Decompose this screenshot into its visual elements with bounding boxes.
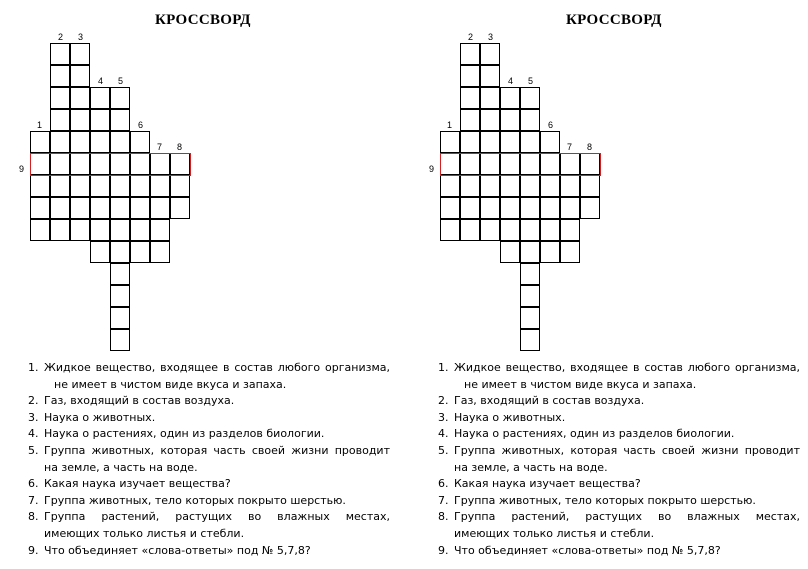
- crossword-cell[interactable]: [500, 87, 520, 109]
- crossword-cell[interactable]: [500, 131, 520, 153]
- crossword-cell[interactable]: [90, 175, 110, 197]
- clue-number: 4.: [438, 427, 449, 441]
- clue-item: [438, 443, 800, 476]
- clue-number: 9.: [28, 543, 39, 557]
- crossword-cell[interactable]: [460, 65, 480, 87]
- clue-text-line: Группа животных, тело которых покрыто шерстью.: [454, 493, 756, 507]
- crossword-cell[interactable]: [70, 131, 90, 153]
- clue-item: [28, 476, 390, 493]
- clue-number-label: 7: [567, 142, 573, 152]
- crossword-cell[interactable]: [440, 131, 460, 153]
- crossword-cell[interactable]: [520, 131, 540, 153]
- crossword-cell[interactable]: [480, 175, 500, 197]
- clue-number-label: 5: [118, 76, 124, 86]
- clue-text-line: Группа растений, растущих во влажных местах,: [454, 510, 800, 524]
- crossword-cell[interactable]: [150, 175, 170, 197]
- clue-number: 8.: [438, 510, 449, 524]
- crossword-cell[interactable]: [110, 263, 130, 285]
- clue-text-line: Какая наука изучает вещества?: [454, 477, 641, 491]
- clue-text-line: не имеет в чистом виде вкуса и запаха.: [54, 377, 287, 391]
- clue-item: [28, 410, 390, 427]
- crossword-cell[interactable]: [460, 175, 480, 197]
- clue-text: [454, 443, 800, 476]
- crossword-cell[interactable]: [130, 197, 150, 219]
- crossword-cell[interactable]: [520, 219, 540, 241]
- clue-text: [454, 426, 800, 443]
- crossword-cell[interactable]: [560, 175, 580, 197]
- crossword-cell[interactable]: [460, 131, 480, 153]
- crossword-cell[interactable]: [500, 175, 520, 197]
- crossword-cell[interactable]: [460, 197, 480, 219]
- clue-number: 8.: [28, 510, 39, 524]
- crossword-cell[interactable]: [110, 219, 130, 241]
- crossword-cell[interactable]: [480, 131, 500, 153]
- crossword-cell[interactable]: [460, 219, 480, 241]
- crossword-cell[interactable]: [480, 197, 500, 219]
- clue-text: [454, 410, 800, 427]
- clue-number-label: 1: [447, 120, 453, 130]
- crossword-cell[interactable]: [110, 109, 130, 131]
- clue-item: [438, 493, 800, 510]
- crossword-cell[interactable]: [50, 219, 70, 241]
- clue-number-label: 4: [98, 76, 104, 86]
- clue-list: [438, 360, 800, 559]
- clue-text-line: Газ, входящий в состав воздуха.: [454, 394, 645, 408]
- crossword-cell[interactable]: [70, 87, 90, 109]
- clue-text-line: Жидкое вещество, входящее в состав любого организма,: [454, 361, 800, 374]
- crossword-cell[interactable]: [50, 43, 70, 65]
- crossword-cell[interactable]: [500, 197, 520, 219]
- clue-item: [438, 476, 800, 493]
- crossword-cell[interactable]: [150, 197, 170, 219]
- clue-text: [44, 393, 390, 410]
- highlighted-row-9: [440, 153, 601, 176]
- clue-number: 7.: [438, 493, 449, 507]
- crossword-cell[interactable]: [440, 175, 460, 197]
- clue-number: 5.: [28, 443, 39, 457]
- crossword-cell[interactable]: [30, 219, 50, 241]
- clue-number: 3.: [438, 410, 449, 424]
- clue-item: [28, 393, 390, 410]
- crossword-grid: [410, 0, 808, 340]
- clue-number-label: 9: [19, 164, 25, 174]
- clue-number: 6.: [438, 477, 449, 491]
- clue-text-line: Наука о животных.: [44, 410, 156, 424]
- clue-number-label: 4: [508, 76, 514, 86]
- crossword-cell[interactable]: [110, 87, 130, 109]
- crossword-cell[interactable]: [50, 197, 70, 219]
- crossword-cell[interactable]: [70, 175, 90, 197]
- clue-text-line: Группа животных, которая часть своей жизни проводит: [454, 443, 800, 457]
- clue-text-line: на земле, а часть на воде.: [44, 460, 198, 474]
- clue-number-label: 8: [177, 142, 183, 152]
- crossword-cell[interactable]: [540, 175, 560, 197]
- crossword-cell[interactable]: [520, 329, 540, 351]
- clue-text-line: на земле, а часть на воде.: [454, 460, 608, 474]
- crossword-grid: [0, 0, 404, 340]
- clue-item: [438, 393, 800, 410]
- clue-number: 1.: [438, 361, 449, 374]
- clue-number-label: 1: [37, 120, 43, 130]
- crossword-cell[interactable]: [480, 109, 500, 131]
- clue-text-line: Что объединяет «слова-ответы» под № 5,7,8?: [454, 543, 721, 557]
- crossword-cell[interactable]: [90, 241, 110, 263]
- clue-text: [44, 426, 390, 443]
- crossword-cell[interactable]: [50, 131, 70, 153]
- crossword-cell[interactable]: [520, 109, 540, 131]
- crossword-cell[interactable]: [90, 197, 110, 219]
- crossword-cell[interactable]: [540, 197, 560, 219]
- crossword-cell[interactable]: [110, 131, 130, 153]
- crossword-cell[interactable]: [560, 219, 580, 241]
- clue-number-label: 2: [58, 32, 64, 42]
- crossword-cell[interactable]: [50, 65, 70, 87]
- clue-item: [28, 543, 390, 560]
- crossword-cell[interactable]: [560, 197, 580, 219]
- crossword-cell[interactable]: [50, 175, 70, 197]
- crossword-title: КРОССВОРД: [566, 12, 662, 28]
- highlighted-row-9: [30, 153, 191, 176]
- crossword-cell[interactable]: [580, 175, 600, 197]
- crossword-cell[interactable]: [520, 241, 540, 263]
- clue-text-line: Группа животных, тело которых покрыто шерстью.: [44, 493, 346, 507]
- crossword-cell[interactable]: [70, 109, 90, 131]
- crossword-cell[interactable]: [170, 197, 190, 219]
- clue-text-line: Газ, входящий в состав воздуха.: [44, 394, 235, 408]
- crossword-cell[interactable]: [130, 131, 150, 153]
- crossword-cell[interactable]: [480, 219, 500, 241]
- clue-text: [44, 509, 390, 542]
- crossword-cell[interactable]: [150, 241, 170, 263]
- crossword-cell[interactable]: [130, 241, 150, 263]
- clue-text: [44, 476, 390, 493]
- crossword-cell[interactable]: [480, 43, 500, 65]
- crossword-cell[interactable]: [480, 65, 500, 87]
- clue-item: [438, 426, 800, 443]
- clue-text-line: Наука о растениях, один из разделов биологии.: [44, 427, 325, 441]
- clue-item: [438, 360, 800, 393]
- crossword-cell[interactable]: [70, 197, 90, 219]
- crossword-cell[interactable]: [540, 131, 560, 153]
- crossword-cell[interactable]: [540, 241, 560, 263]
- crossword-cell[interactable]: [30, 131, 50, 153]
- crossword-cell[interactable]: [90, 219, 110, 241]
- crossword-cell[interactable]: [110, 307, 130, 329]
- crossword-cell[interactable]: [560, 241, 580, 263]
- crossword-cell[interactable]: [520, 307, 540, 329]
- clue-number: 5.: [438, 443, 449, 457]
- crossword-cell[interactable]: [580, 197, 600, 219]
- clue-number-label: 7: [157, 142, 163, 152]
- crossword-cell[interactable]: [440, 197, 460, 219]
- clue-text-line: Какая наука изучает вещества?: [44, 477, 231, 491]
- clue-text-line: имеющих только листья и стебли.: [44, 526, 245, 540]
- clue-text: [454, 360, 800, 393]
- clue-text: [454, 476, 800, 493]
- crossword-cell[interactable]: [50, 87, 70, 109]
- clue-text: [44, 410, 390, 427]
- crossword-cell[interactable]: [90, 87, 110, 109]
- clue-number: 3.: [28, 410, 39, 424]
- crossword-cell[interactable]: [110, 175, 130, 197]
- crossword-panel-right: [410, 0, 808, 569]
- clue-number-label: 6: [138, 120, 144, 130]
- clue-text-line: имеющих только листья и стебли.: [454, 526, 655, 540]
- crossword-cell[interactable]: [500, 109, 520, 131]
- crossword-cell[interactable]: [520, 285, 540, 307]
- clue-number: 4.: [28, 427, 39, 441]
- crossword-cell[interactable]: [520, 197, 540, 219]
- clue-number-label: 5: [528, 76, 534, 86]
- clue-item: [28, 360, 390, 393]
- crossword-cell[interactable]: [460, 109, 480, 131]
- clue-number-label: 6: [548, 120, 554, 130]
- clue-text-line: Группа растений, растущих во влажных местах,: [44, 510, 390, 524]
- clue-text-line: Жидкое вещество, входящее в состав любого организма,: [44, 361, 390, 374]
- clue-item: [28, 509, 390, 542]
- crossword-cell[interactable]: [130, 219, 150, 241]
- clue-number-label: 8: [587, 142, 593, 152]
- crossword-cell[interactable]: [70, 219, 90, 241]
- crossword-cell[interactable]: [110, 241, 130, 263]
- clue-item: [438, 509, 800, 542]
- clue-text: [44, 493, 390, 510]
- crossword-cell[interactable]: [170, 175, 190, 197]
- crossword-cell[interactable]: [500, 219, 520, 241]
- crossword-cell[interactable]: [460, 87, 480, 109]
- clue-text-line: Наука о растениях, один из разделов биологии.: [454, 427, 735, 441]
- crossword-cell[interactable]: [150, 219, 170, 241]
- crossword-cell[interactable]: [30, 197, 50, 219]
- clue-number-label: 3: [78, 32, 84, 42]
- crossword-cell[interactable]: [520, 263, 540, 285]
- clue-text: [454, 509, 800, 542]
- crossword-cell[interactable]: [110, 285, 130, 307]
- clue-text: [454, 393, 800, 410]
- crossword-cell[interactable]: [480, 87, 500, 109]
- clue-text: [44, 360, 390, 393]
- crossword-cell[interactable]: [70, 43, 90, 65]
- clue-item: [28, 493, 390, 510]
- clue-number: 6.: [28, 477, 39, 491]
- clue-text: [44, 443, 390, 476]
- clue-text-line: Что объединяет «слова-ответы» под № 5,7,8?: [44, 543, 311, 557]
- clue-number: 2.: [438, 394, 449, 408]
- crossword-cell[interactable]: [90, 109, 110, 131]
- clue-number-label: 2: [468, 32, 474, 42]
- clue-item: [438, 543, 800, 560]
- clue-item: [28, 426, 390, 443]
- clue-text-line: Наука о животных.: [454, 410, 566, 424]
- clue-text-line: не имеет в чистом виде вкуса и запаха.: [464, 377, 697, 391]
- crossword-cell[interactable]: [540, 219, 560, 241]
- crossword-cell[interactable]: [70, 65, 90, 87]
- clue-number: 9.: [438, 543, 449, 557]
- crossword-cell[interactable]: [30, 175, 50, 197]
- clue-number-label: 9: [429, 164, 435, 174]
- crossword-cell[interactable]: [90, 131, 110, 153]
- crossword-title: КРОССВОРД: [155, 12, 251, 28]
- crossword-cell[interactable]: [130, 175, 150, 197]
- clue-number: 7.: [28, 493, 39, 507]
- clue-number-label: 3: [488, 32, 494, 42]
- clue-text: [454, 493, 800, 510]
- crossword-cell[interactable]: [110, 197, 130, 219]
- clue-item: [28, 443, 390, 476]
- crossword-cell[interactable]: [500, 241, 520, 263]
- crossword-cell[interactable]: [520, 87, 540, 109]
- crossword-cell[interactable]: [460, 43, 480, 65]
- clue-item: [438, 410, 800, 427]
- clue-text-line: Группа животных, которая часть своей жизни проводит: [44, 443, 390, 457]
- clue-text: [44, 543, 390, 560]
- clue-text: [454, 543, 800, 560]
- crossword-cell[interactable]: [50, 109, 70, 131]
- clue-number: 2.: [28, 394, 39, 408]
- crossword-cell[interactable]: [520, 175, 540, 197]
- crossword-cell[interactable]: [440, 219, 460, 241]
- crossword-cell[interactable]: [110, 329, 130, 351]
- clue-list: [28, 360, 390, 559]
- clue-number: 1.: [28, 361, 39, 374]
